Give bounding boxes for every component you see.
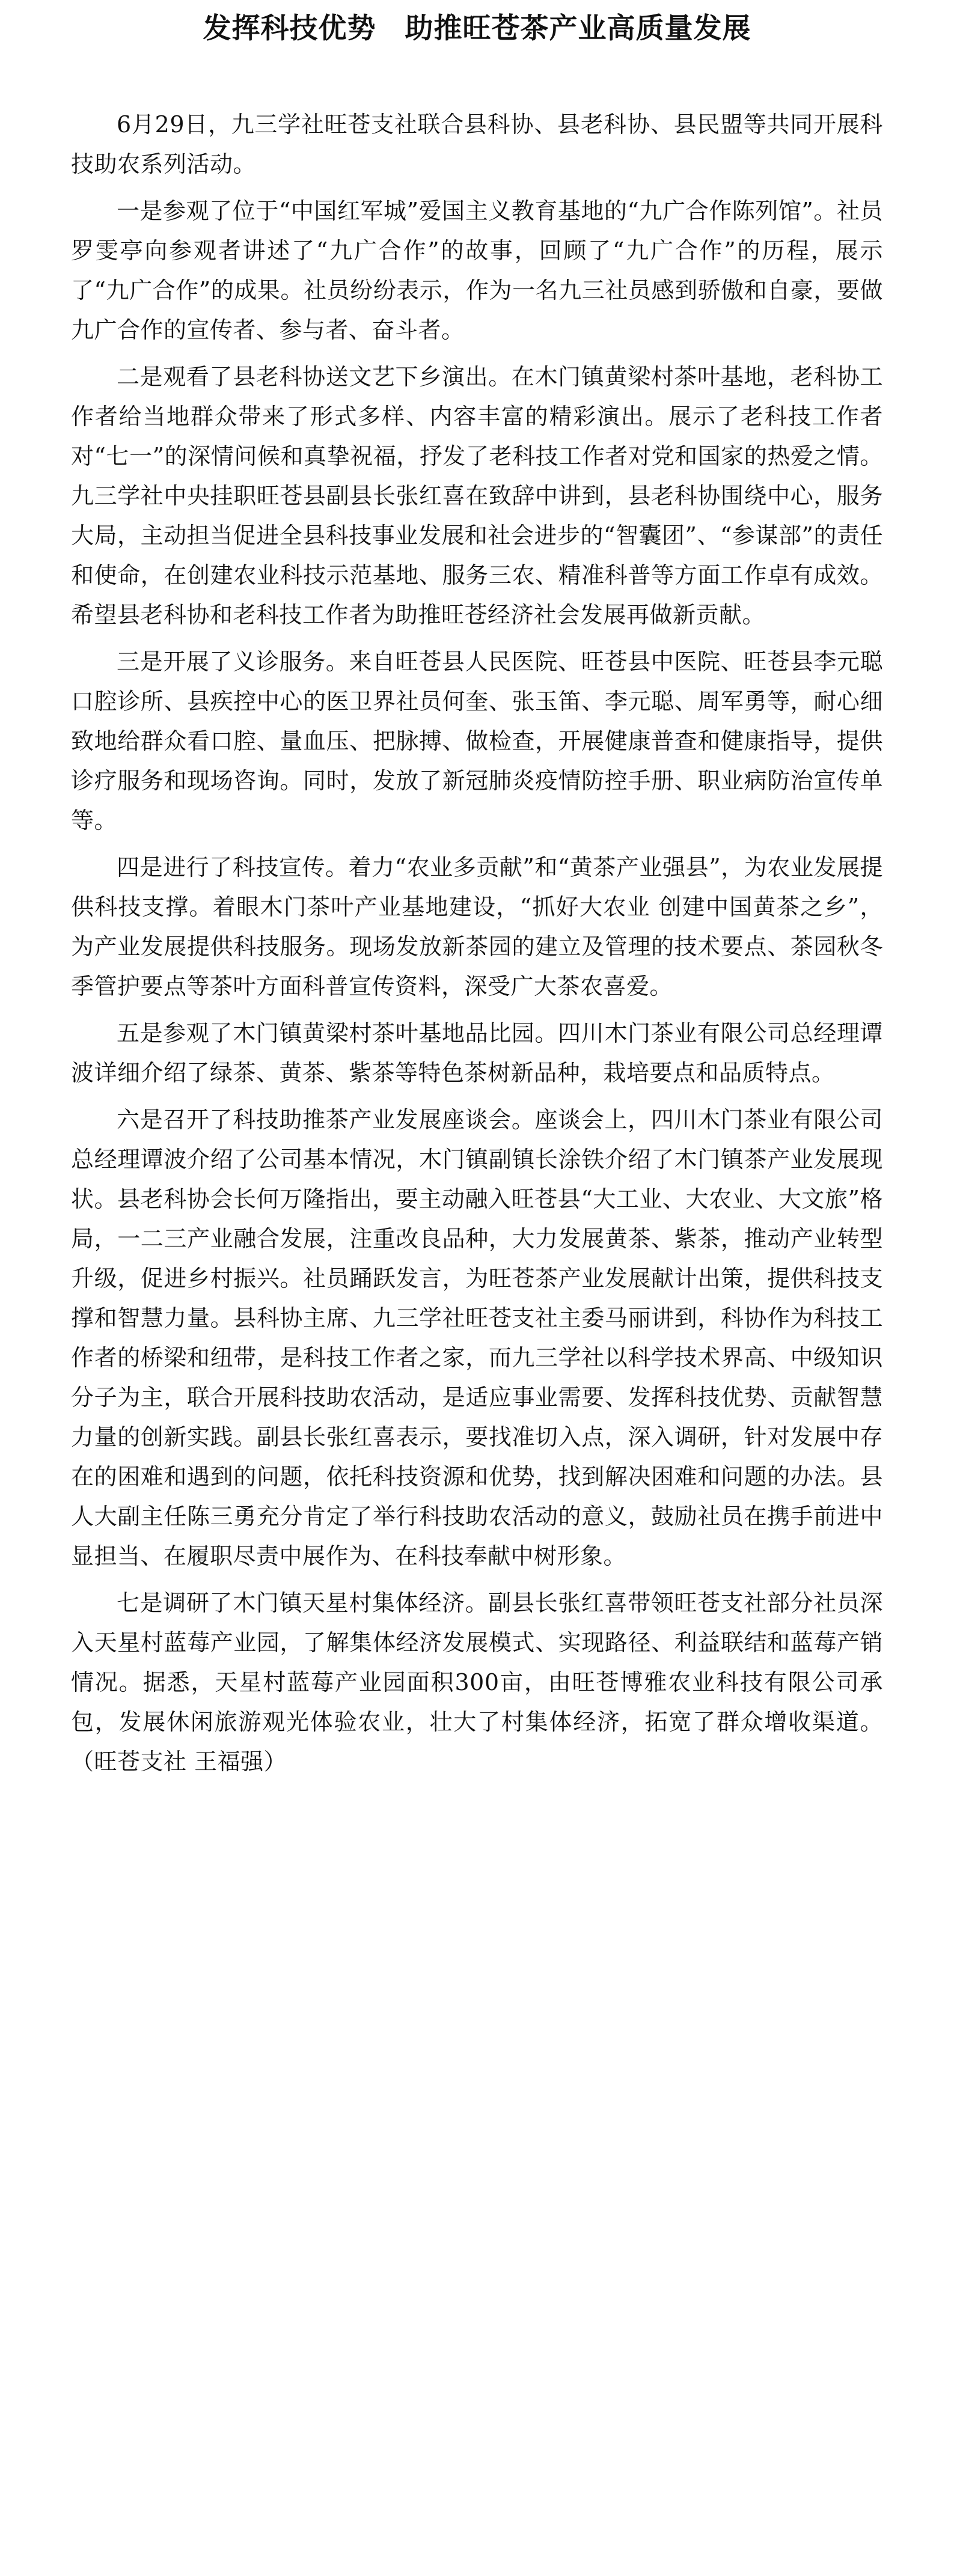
article-paragraph-intro: 6月29日，九三学社旺苍支社联合县科协、县老科协、县民盟等共同开展科技助农系列活动。 <box>71 111 883 177</box>
article-paragraph-5: 五是参观了木门镇黄梁村茶叶基地品比园。四川木门茶业有限公司总经理谭波详细介绍了绿茶、黄茶、紫茶等特色茶树新品种，栽培要点和品质特点。 <box>71 1020 883 1086</box>
article-paragraph-4: 四是进行了科技宣传。着力“农业多贡献”和“黄茶产业强县”，为农业发展提供科技支撑。着眼木门茶叶产业基地建设，“抓好大农业 创建中国黄茶之乡”，为产业发展提供科技服务。现场发放新茶园的建立及管理的技术要点、茶园秋冬季管护要点等茶叶方面科普宣传资料，深受广大茶农喜爱。 <box>71 854 883 1000</box>
article-paragraph-1: 一是参观了位于“中国红军城”爱国主义教育基地的“九广合作陈列馆”。社员罗雯亭向参观者讲述了“九广合作”的故事，回顾了“九广合作”的历程，展示了“九广合作”的成果。社员纷纷表示，作为一名九三社员感到骄傲和自豪，要做九广合作的宣传者、参与者、奋斗者。 <box>71 198 883 343</box>
article-paragraph-3: 三是开展了义诊服务。来自旺苍县人民医院、旺苍县中医院、旺苍县李元聪口腔诊所、县疾控中心的医卫界社员何奎、张玉笛、李元聪、周军勇等，耐心细致地给群众看口腔、量血压、把脉搏、做检查，开展健康普查和健康指导，提供诊疗服务和现场咨询。同时，发放了新冠肺炎疫情防控手册、职业病防治宣传单等。 <box>71 649 883 834</box>
article-paragraph-7: 七是调研了木门镇天星村集体经济。副县长张红喜带领旺苍支社部分社员深入天星村蓝莓产业园，了解集体经济发展模式、实现路径、利益联结和蓝莓产销情况。据悉，天星村蓝莓产业园面积300亩，由旺苍博雅农业科技有限公司承包，发展休闲旅游观光体验农业，壮大了村集体经济，拓宽了群众增收渠道。（旺苍支社 王福强） <box>71 1590 883 1775</box>
article-title: 发挥科技优势 助推旺苍茶产业高质量发展 <box>203 12 751 45</box>
article-paragraph-2: 二是观看了县老科协送文艺下乡演出。在木门镇黄梁村茶叶基地，老科协工作者给当地群众带来了形式多样、内容丰富的精彩演出。展示了老科技工作者对“七一”的深情问候和真挚祝福，抒发了老科技工作者对党和国家的热爱之情。九三学社中央挂职旺苍县副县长张红喜在致辞中讲到，县老科协围绕中心，服务大局，主动担当促进全县科技事业发展和社会进步的“智囊团”、“参谋部”的责任和使命，在创建农业科技示范基地、服务三农、精准科普等方面工作卓有成效。希望县老科协和老科技工作者为助推旺苍经济社会发展再做新贡献。 <box>71 364 883 628</box>
article-paragraph-6: 六是召开了科技助推茶产业发展座谈会。座谈会上，四川木门茶业有限公司总经理谭波介绍了公司基本情况，木门镇副镇长涂铁介绍了木门镇茶产业发展现状。县老科协会长何万隆指出，要主动融入旺苍县“大工业、大农业、大文旅”格局，一二三产业融合发展，注重改良品种，大力发展黄茶、紫茶，推动产业转型升级，促进乡村振兴。社员踊跃发言，为旺苍茶产业发展献计出策，提供科技支撑和智慧力量。县科协主席、九三学社旺苍支社主委马丽讲到，科协作为科技工作者的桥梁和纽带，是科技工作者之家，而九三学社以科学技术界高、中级知识分子为主，联合开展科技助农活动，是适应事业需要、发挥科技优势、贡献智慧力量的创新实践。副县长张红喜表示，要找准切入点，深入调研，针对发展中存在的困难和遇到的问题，依托科技资源和优势，找到解决困难和问题的办法。县人大副主任陈三勇充分肯定了举行科技助农活动的意义，鼓励社员在携手前进中显担当、在履职尽责中展作为、在科技奉献中树形象。 <box>71 1106 883 1569</box>
